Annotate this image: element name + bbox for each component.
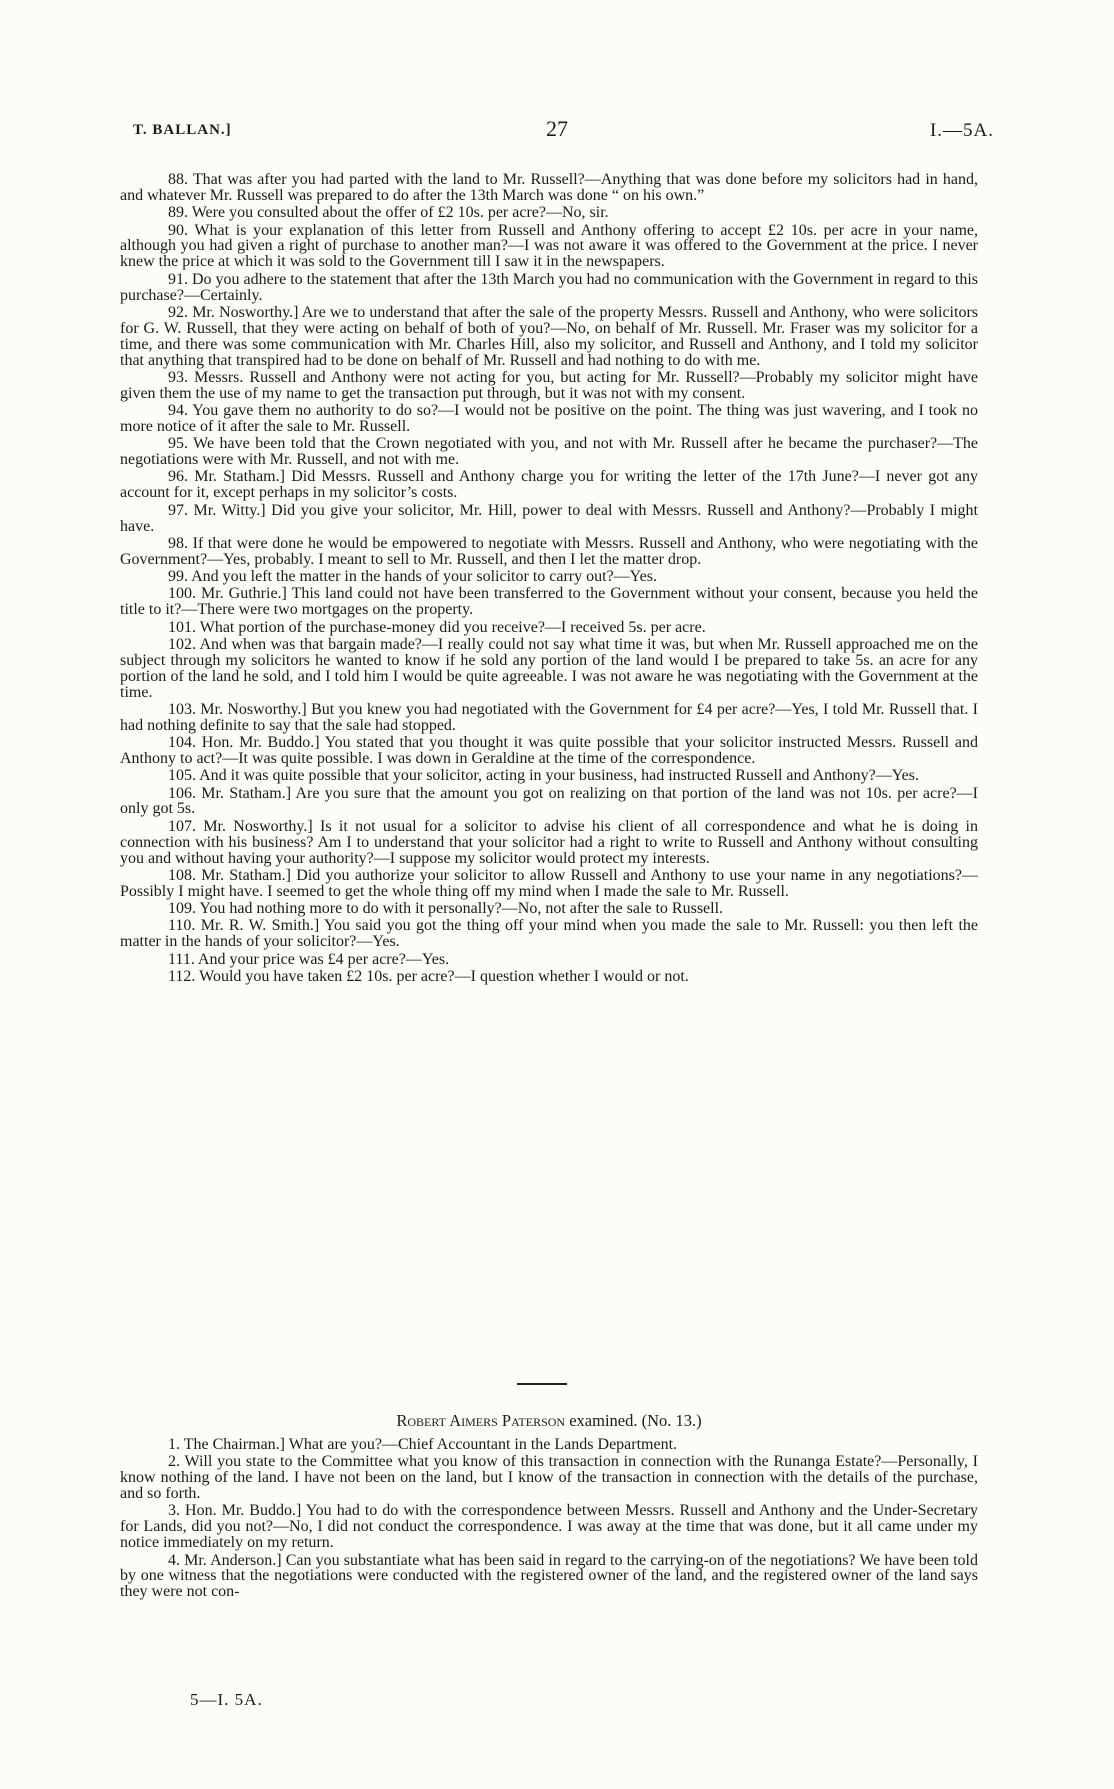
section-divider: [517, 1383, 567, 1385]
question-paragraph: 89. Were you consulted about the offer of £2 10s. per acre?—No, sir.: [168, 204, 609, 222]
evidence-body-2: [120, 1437, 978, 1602]
question-paragraph: 94. You gave them no authority to do so?—I would not be positive on the point. The thing was just wavering, and I took no more notice of it after the sale to Mr. Russell.: [120, 402, 978, 435]
question-paragraph: 98. If that were done he would be empowered to negotiate with Messrs. Russell and Anthony, who were negotiating with the Government?—Yes, probably. I meant to sell to Mr. Russell, and then I let the matter drop.: [120, 534, 978, 568]
witness-heading-suffix: examined. (No. 13.): [565, 1411, 702, 1430]
question-paragraph: 90. What is your explanation of this letter from Russell and Anthony offering to accept £2 10s. per acre in your name, although you had given a right of purchase to another man?—I was not aware it was offered to the Government at the price. I never knew the price at which it was sold to the Government till I saw it in the newspapers.: [120, 221, 978, 271]
question-paragraph: 88. That was after you had parted with the land to Mr. Russell?—Anything that was done before my solicitors had in hand, and whatever Mr. Russell was prepared to do after the 13th March was done “ on his own.”: [120, 171, 978, 204]
question-paragraph: 104. Hon. Mr. Buddo.] You stated that you thought it was quite possible that your solicitor instructed Messrs. Russell and Anthony to act?—It was quite possible. I was down in Geraldine at the time of the correspondence.: [120, 734, 978, 767]
witness-name-header: T. BALLAN.]: [133, 122, 232, 138]
question-paragraph: 91. Do you adhere to the statement that after the 13th March you had no communication with the Government in regard to this purchase?—Certainly.: [120, 270, 979, 304]
page-number: 27: [546, 116, 568, 141]
question-paragraph: 96. Mr. Statham.] Did Messrs. Russell and Anthony charge you for writing the letter of the 17th June?—I never got any account for it, except perhaps in my solicitor’s costs.: [120, 468, 978, 502]
question-paragraph: 99. And you left the matter in the hands of your solicitor to carry out?—Yes.: [168, 568, 657, 586]
question-paragraph: 106. Mr. Statham.] Are you sure that the amount you got on realizing on that portion of the land was not 10s. per acre?—I only got 5s.: [120, 784, 978, 818]
witness-name: Robert Aimers Paterson: [396, 1411, 566, 1430]
evidence-body: [120, 172, 978, 986]
question-paragraph: 2. Will you state to the Committee what you know of this transaction in connection with the Runanga Estate?—Personally, I know nothing of the land. I have not been on the land, but I know of the transaction in connection with the details of the purchase, and so forth.: [120, 1453, 978, 1503]
signature-mark: 5—I. 5A.: [190, 1690, 263, 1709]
question-paragraph: 92. Mr. Nosworthy.] Are we to understand that after the sale of the property Messrs. Russell and Anthony, who were solicitors for G. W. Russell, that they were acting on behalf of both of you?—No, on behalf of Mr. Russell. Mr. Fraser was my solicitor for a time, and there was some communication with Mr. Charles Hill, also my solicitor, and Russell and Anthony, and I told my solicitor that anything that transpired had to be done on behalf of Mr. Russell and had nothing to do with me.: [120, 303, 978, 369]
question-paragraph: 102. And when was that bargain made?—I really could not say what time it was, but when Mr. Russell approached me on the subject through my solicitors he wanted to know if he sold any portion of the land would I be prepared to take 5s. an acre for any portion of the land he sold, and I told him I would be quite agreeable. I was not aware he was negotiating with the Government at the time.: [120, 635, 978, 701]
paper-reference: I.—5A.: [929, 120, 994, 141]
question-paragraph: 101. What portion of the purchase-money did you receive?—I received 5s. per acre.: [168, 618, 706, 636]
question-paragraph: 105. And it was quite possible that your solicitor, acting in your business, had instructed Russell and Anthony?—Yes.: [168, 767, 920, 785]
question-paragraph: 4. Mr. Anderson.] Can you substantiate what has been said in regard to the carrying-on of the negotiations? We have been told by one witness that the negotiations were conducted with the registered owner of the land, and the registered owner of the land says they were not con-: [120, 1551, 978, 1601]
question-paragraph: 3. Hon. Mr. Buddo.] You had to do with the correspondence between Messrs. Russell and Anthony and the Under-Secretary for Lands, did you not?—No, I did not conduct the correspondence. I was away at the time that was done, but it all came under my notice immediately on my return.: [120, 1502, 978, 1552]
question-paragraph: 109. You had nothing more to do with it personally?—No, not after the sale to Russell.: [168, 900, 724, 918]
question-paragraph: 93. Messrs. Russell and Anthony were not acting for you, but acting for Mr. Russell?—Probably my solicitor might have given them the use of my name to get the transaction put through, but it was not with my consent.: [120, 368, 978, 402]
question-paragraph: 100. Mr. Guthrie.] This land could not have been transferred to the Government without your consent, because you held the title to it?—There were two mortgages on the property.: [120, 585, 978, 619]
question-paragraph: 103. Mr. Nosworthy.] But you knew you had negotiated with the Government for £4 per acre?—Yes, I told Mr. Russell that. I had nothing definite to say that the sale had stopped.: [120, 700, 978, 734]
question-paragraph: 110. Mr. R. W. Smith.] You said you got the thing off your mind when you made the sale to Mr. Russell: you then left the matter in the hands of your solicitor?—Yes.: [120, 917, 978, 951]
running-head: [0, 116, 1114, 148]
question-paragraph: 95. We have been told that the Crown negotiated with you, and not with Mr. Russell after he became the purchaser?—The negotiations were with Mr. Russell, and not with me.: [120, 435, 978, 469]
question-paragraph: 108. Mr. Statham.] Did you authorize your solicitor to allow Russell and Anthony to use your name in any negotiations?—Possibly I might have. I seemed to get the whole thing off my mind when I made the sale to Mr. Russell.: [120, 866, 978, 900]
question-paragraph: 111. And your price was £4 per acre?—Yes.: [168, 950, 450, 968]
witness-heading: [120, 1411, 978, 1431]
question-paragraph: 1. The Chairman.] What are you?—Chief Accountant in the Lands Department.: [168, 1436, 678, 1453]
question-paragraph: 97. Mr. Witty.] Did you give your solicitor, Mr. Hill, power to deal with Messrs. Russell and Anthony?—Probably I might have.: [120, 501, 978, 535]
question-paragraph: 107. Mr. Nosworthy.] Is it not usual for a solicitor to advise his client of all correspondence and what he is doing in connection with his business? Am I to understand that your solicitor had a right to write to Russell and Anthony without consulting you and without having your authority?—I suppose my solicitor would protect my interests.: [120, 817, 978, 867]
question-paragraph: 112. Would you have taken £2 10s. per acre?—I question whether I would or not.: [168, 967, 689, 985]
